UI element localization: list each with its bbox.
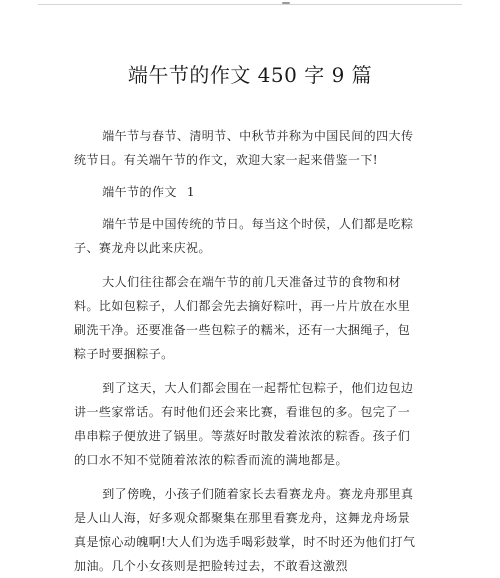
document-body: [74, 124, 419, 578]
spacer: [74, 204, 419, 212]
body-paragraph: 大人们往往都会在端午节的前几天准备过节的食物和材料。比如包粽子，人们都会先去摘好粽叶，再一片片放在水里刷洗干净。还要准备一些包粽子的糯米，还有一大捆绳子，包粽子时要捆粽子。: [74, 275, 411, 361]
body-paragraph: 到了傍晚，小孩子们随着家长去看赛龙舟。赛龙舟那里真是人山人海，好多观众都聚集在那里看赛龙舟，这舞龙舟场景真是惊心动魄啊!大人们为选手喝彩鼓掌，时不时还为他们打气加油。几个小女孩则是把脸转过去，不敢看这激烈: [74, 487, 416, 573]
header-mark: [282, 2, 290, 4]
section-title: 端午节的作文: [102, 185, 177, 199]
body-paragraph: 到了这天，大人们都会围在一起帮忙包粽子，他们边包边讲一些家常话。有时他们还会来比赛，看谁包的多。包完了一串串粽子便放进了锅里。等蒸好时散发着浓浓的粽香。孩子们的口水不知不觉随着浓浓的粽香而流的满地都是。: [74, 381, 414, 467]
section-heading: [74, 180, 419, 204]
body-paragraph: 端午节是中国传统的节日。每当这个时侯，人们都是吃粽子、赛龙舟以此来庆祝。: [74, 217, 414, 255]
header-rule: [38, 4, 462, 5]
intro-paragraph: 端午节与春节、清明节、中秋节并称为中国民间的四大传统节日。有关端午节的作文，欢迎大家一起来借鉴一下!: [74, 129, 414, 167]
spacer: [74, 172, 419, 180]
section-number: 1: [186, 185, 195, 199]
document-title: 端午节的作文 450 字 9 篇: [127, 63, 373, 87]
